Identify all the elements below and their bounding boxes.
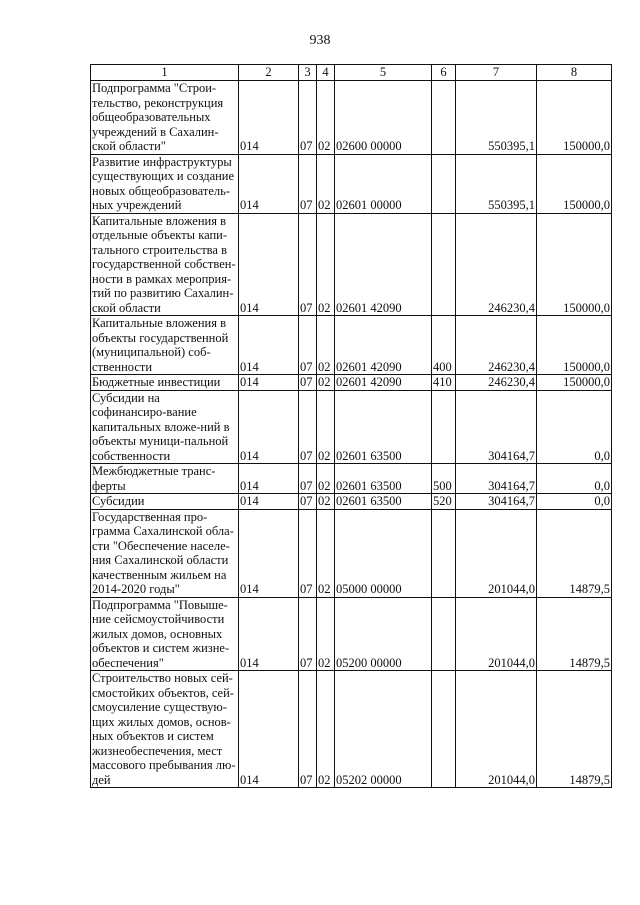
table-header — [91, 65, 612, 81]
section-code-cell: 07 — [299, 81, 317, 155]
subsection-code-cell: 02 — [317, 316, 335, 375]
target-article-cell: 05202 00000 — [335, 671, 432, 788]
amount-cell: 150000,0 — [537, 154, 612, 213]
column-header: 2 — [239, 65, 299, 81]
subsection-code-cell: 02 — [317, 464, 335, 494]
expense-type-cell — [432, 671, 456, 788]
item-name-cell: Межбюджетные транс-ферты — [91, 464, 239, 494]
amount-cell: 201044,0 — [456, 509, 537, 597]
ved-code-cell: 014 — [239, 154, 299, 213]
budget-table — [90, 64, 612, 788]
ved-code-cell: 014 — [239, 597, 299, 671]
amount-cell: 304164,7 — [456, 464, 537, 494]
amount-cell: 201044,0 — [456, 671, 537, 788]
section-code-cell: 07 — [299, 375, 317, 391]
subsection-code-cell: 02 — [317, 597, 335, 671]
item-name-cell: Подпрограмма "Строи-тельство, реконструкция общеобразовательных учреждений в Сахалин-ской области" — [91, 81, 239, 155]
target-article-cell: 02601 63500 — [335, 494, 432, 510]
item-name-cell: Капитальные вложения в объекты государственной (муниципальной) соб-ственности — [91, 316, 239, 375]
item-name-cell: Развитие инфраструктуры существующих и создание новых общеобразователь-ных учреждений — [91, 154, 239, 213]
table-row — [91, 494, 612, 510]
table-row — [91, 671, 612, 788]
ved-code-cell: 014 — [239, 81, 299, 155]
expense-type-cell: 520 — [432, 494, 456, 510]
subsection-code-cell: 02 — [317, 494, 335, 510]
amount-cell: 550395,1 — [456, 154, 537, 213]
target-article-cell: 02600 00000 — [335, 81, 432, 155]
table-row — [91, 316, 612, 375]
subsection-code-cell: 02 — [317, 213, 335, 316]
table-row — [91, 81, 612, 155]
expense-type-cell — [432, 597, 456, 671]
section-code-cell: 07 — [299, 464, 317, 494]
subsection-code-cell: 02 — [317, 509, 335, 597]
amount-cell: 14879,5 — [537, 509, 612, 597]
ved-code-cell: 014 — [239, 464, 299, 494]
amount-cell: 14879,5 — [537, 597, 612, 671]
subsection-code-cell: 02 — [317, 154, 335, 213]
target-article-cell: 02601 00000 — [335, 154, 432, 213]
section-code-cell: 07 — [299, 316, 317, 375]
amount-cell: 150000,0 — [537, 316, 612, 375]
section-code-cell: 07 — [299, 213, 317, 316]
table-row — [91, 597, 612, 671]
column-header: 8 — [537, 65, 612, 81]
target-article-cell: 02601 63500 — [335, 464, 432, 494]
amount-cell: 246230,4 — [456, 213, 537, 316]
ved-code-cell: 014 — [239, 213, 299, 316]
target-article-cell: 02601 63500 — [335, 390, 432, 464]
table-row — [91, 213, 612, 316]
expense-type-cell — [432, 154, 456, 213]
expense-type-cell: 400 — [432, 316, 456, 375]
subsection-code-cell: 02 — [317, 390, 335, 464]
ved-code-cell: 014 — [239, 375, 299, 391]
ved-code-cell: 014 — [239, 671, 299, 788]
section-code-cell: 07 — [299, 154, 317, 213]
table-row — [91, 509, 612, 597]
item-name-cell: Подпрограмма "Повыше-ние сейсмоустойчивости жилых домов, основных объектов и систем жизне-обеспечения" — [91, 597, 239, 671]
item-name-cell: Субсидии — [91, 494, 239, 510]
amount-cell: 304164,7 — [456, 390, 537, 464]
amount-cell: 304164,7 — [456, 494, 537, 510]
ved-code-cell: 014 — [239, 390, 299, 464]
table-row — [91, 390, 612, 464]
ved-code-cell: 014 — [239, 509, 299, 597]
amount-cell: 0,0 — [537, 464, 612, 494]
target-article-cell: 02601 42090 — [335, 316, 432, 375]
section-code-cell: 07 — [299, 597, 317, 671]
amount-cell: 0,0 — [537, 390, 612, 464]
column-header: 5 — [335, 65, 432, 81]
section-code-cell: 07 — [299, 390, 317, 464]
subsection-code-cell: 02 — [317, 375, 335, 391]
item-name-cell: Бюджетные инвестиции — [91, 375, 239, 391]
table-row — [91, 464, 612, 494]
target-article-cell: 05000 00000 — [335, 509, 432, 597]
column-header: 3 — [299, 65, 317, 81]
amount-cell: 150000,0 — [537, 213, 612, 316]
section-code-cell: 07 — [299, 509, 317, 597]
item-name-cell: Капитальные вложения в отдельные объекты капи-тального строительства в государственной собствен-ности в рамках мероприя-тий по развитию Сахалин-ской области — [91, 213, 239, 316]
table-row — [91, 375, 612, 391]
expense-type-cell — [432, 390, 456, 464]
expense-type-cell: 410 — [432, 375, 456, 391]
amount-cell: 14879,5 — [537, 671, 612, 788]
amount-cell: 550395,1 — [456, 81, 537, 155]
table-body — [91, 81, 612, 788]
column-header: 1 — [91, 65, 239, 81]
column-header: 6 — [432, 65, 456, 81]
amount-cell: 246230,4 — [456, 375, 537, 391]
section-code-cell: 07 — [299, 671, 317, 788]
amount-cell: 246230,4 — [456, 316, 537, 375]
subsection-code-cell: 02 — [317, 81, 335, 155]
target-article-cell: 02601 42090 — [335, 375, 432, 391]
item-name-cell: Строительство новых сей-смостойких объектов, сей-смоусиление существую-щих жилых домов, основ-ных объектов и систем жизнеобеспечения, мест массового пребывания лю-дей — [91, 671, 239, 788]
page-number: 938 — [309, 33, 331, 48]
column-header: 7 — [456, 65, 537, 81]
column-header: 4 — [317, 65, 335, 81]
subsection-code-cell: 02 — [317, 671, 335, 788]
amount-cell: 0,0 — [537, 494, 612, 510]
section-code-cell: 07 — [299, 494, 317, 510]
table-row — [91, 154, 612, 213]
ved-code-cell: 014 — [239, 316, 299, 375]
ved-code-cell: 014 — [239, 494, 299, 510]
target-article-cell: 02601 42090 — [335, 213, 432, 316]
target-article-cell: 05200 00000 — [335, 597, 432, 671]
amount-cell: 201044,0 — [456, 597, 537, 671]
expense-type-cell — [432, 81, 456, 155]
item-name-cell: Государственная про-грамма Сахалинской обла-сти "Обеспечение населе-ния Сахалинской области качественным жильем на 2014-2020 годы" — [91, 509, 239, 597]
expense-type-cell: 500 — [432, 464, 456, 494]
item-name-cell: Субсидии на софинансиро-вание капитальных вложе-ний в объекты муници-пальной собственности — [91, 390, 239, 464]
expense-type-cell — [432, 213, 456, 316]
column-number-row — [91, 65, 612, 81]
expense-type-cell — [432, 509, 456, 597]
amount-cell: 150000,0 — [537, 375, 612, 391]
amount-cell: 150000,0 — [537, 81, 612, 155]
